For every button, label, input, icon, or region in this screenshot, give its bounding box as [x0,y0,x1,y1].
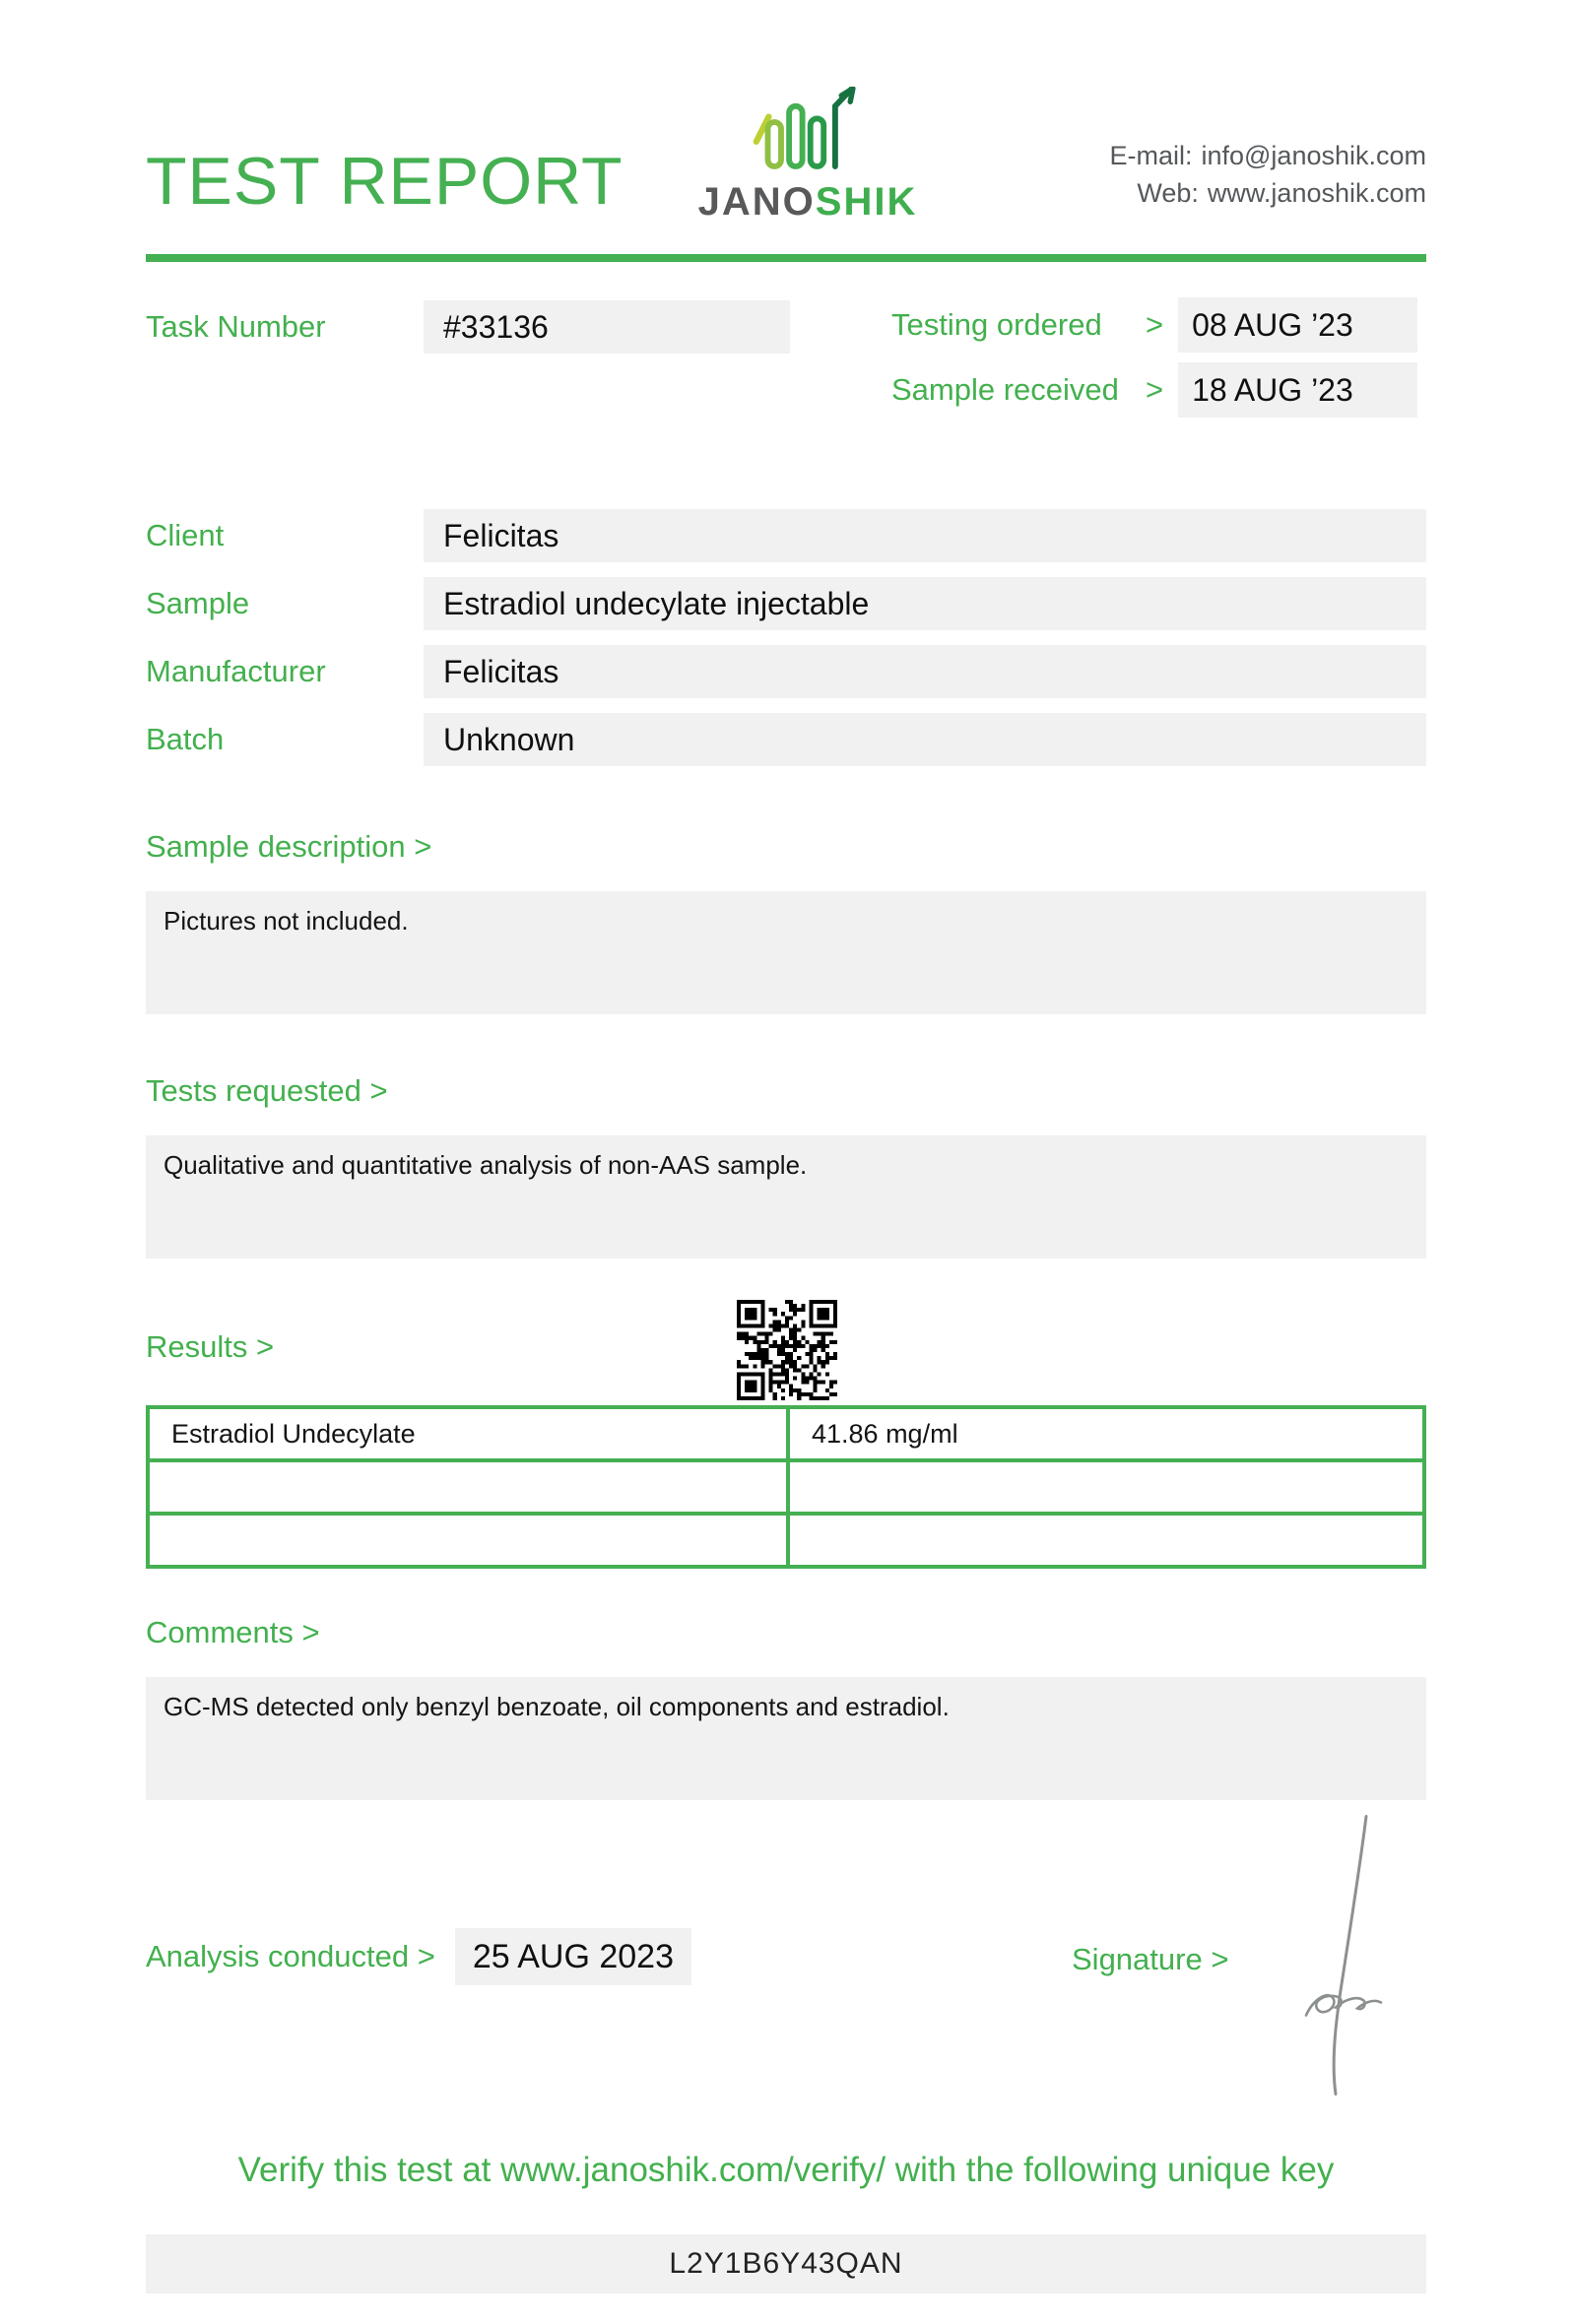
manufacturer-label: Manufacturer [146,654,326,688]
verify-key-value: L2Y1B6Y43QAN [669,2247,903,2280]
comments-heading: Comments > [146,1615,320,1649]
client-row [146,509,1426,562]
sample-received-value: 18 AUG ’23 [1178,362,1417,418]
manufacturer-value: Felicitas [424,645,1426,698]
tests-requested-box: Qualitative and quantitative analysis of non-AAS sample. [146,1135,1426,1259]
qr-code-icon [737,1300,837,1400]
signature-image [1271,1810,1433,2100]
analysis-conducted-row [146,1928,691,1985]
result-analyte-cell: Estradiol Undecylate [148,1407,788,1460]
result-value-cell: 41.86 mg/ml [788,1407,1424,1460]
contact-email-line [1109,138,1426,175]
sample-value: Estradiol undecylate injectable [424,577,1426,630]
batch-label: Batch [146,722,225,756]
result-value-cell [788,1514,1424,1567]
testing-ordered-row [891,297,1417,353]
manufacturer-row [146,645,1426,698]
email-value: info@janoshik.com [1201,141,1426,170]
sample-received-label: Sample received [891,372,1119,407]
email-label: E-mail: [1109,141,1193,170]
results-row [148,1514,1424,1567]
analysis-conducted-value: 25 AUG 2023 [455,1928,691,1985]
sample-description-heading: Sample description > [146,829,432,864]
results-heading: Results > [146,1329,275,1364]
web-value: www.janoshik.com [1207,177,1426,208]
batch-row [146,713,1426,766]
page-title: TEST REPORT [146,144,624,219]
result-analyte-cell [148,1460,788,1514]
verify-instruction: Verify this test at www.janoshik.com/verify/ with the following unique key [237,2151,1335,2189]
client-value: Felicitas [424,509,1426,562]
testing-ordered-value: 08 AUG ’23 [1178,297,1417,353]
tests-requested-heading: Tests requested > [146,1073,388,1108]
signature-label: Signature > [1072,1942,1229,1976]
sample-row [146,577,1426,630]
arrow-glyph: > [1146,307,1164,342]
sample-description-box: Pictures not included. [146,891,1426,1014]
task-number-value: #33136 [424,300,790,354]
results-row [148,1460,1424,1514]
logo-text-shik: SHIK [815,180,918,224]
task-number-label: Task Number [146,309,326,344]
result-analyte-cell [148,1514,788,1567]
sample-received-row [891,362,1417,418]
contact-info [1109,138,1426,213]
results-table [146,1405,1426,1569]
client-label: Client [146,518,225,552]
batch-value: Unknown [424,713,1426,766]
contact-web-line [1109,175,1426,213]
result-value-cell [788,1460,1424,1514]
web-label: Web: [1137,177,1199,208]
header-divider [146,254,1426,262]
arrow-glyph: > [1146,372,1164,407]
comments-box: GC-MS detected only benzyl benzoate, oil components and estradiol. [146,1677,1426,1800]
results-row [148,1407,1424,1460]
analysis-conducted-label: Analysis conducted > [146,1939,435,1973]
verify-key-box [146,2234,1426,2293]
logo-text-jano: JANO [697,180,816,224]
testing-ordered-label: Testing ordered [891,307,1102,342]
growth-chart-icon [685,87,931,180]
sample-label: Sample [146,586,250,620]
janoshik-logo [685,87,931,225]
task-number-row [146,299,790,355]
logo-wordmark [685,180,931,225]
